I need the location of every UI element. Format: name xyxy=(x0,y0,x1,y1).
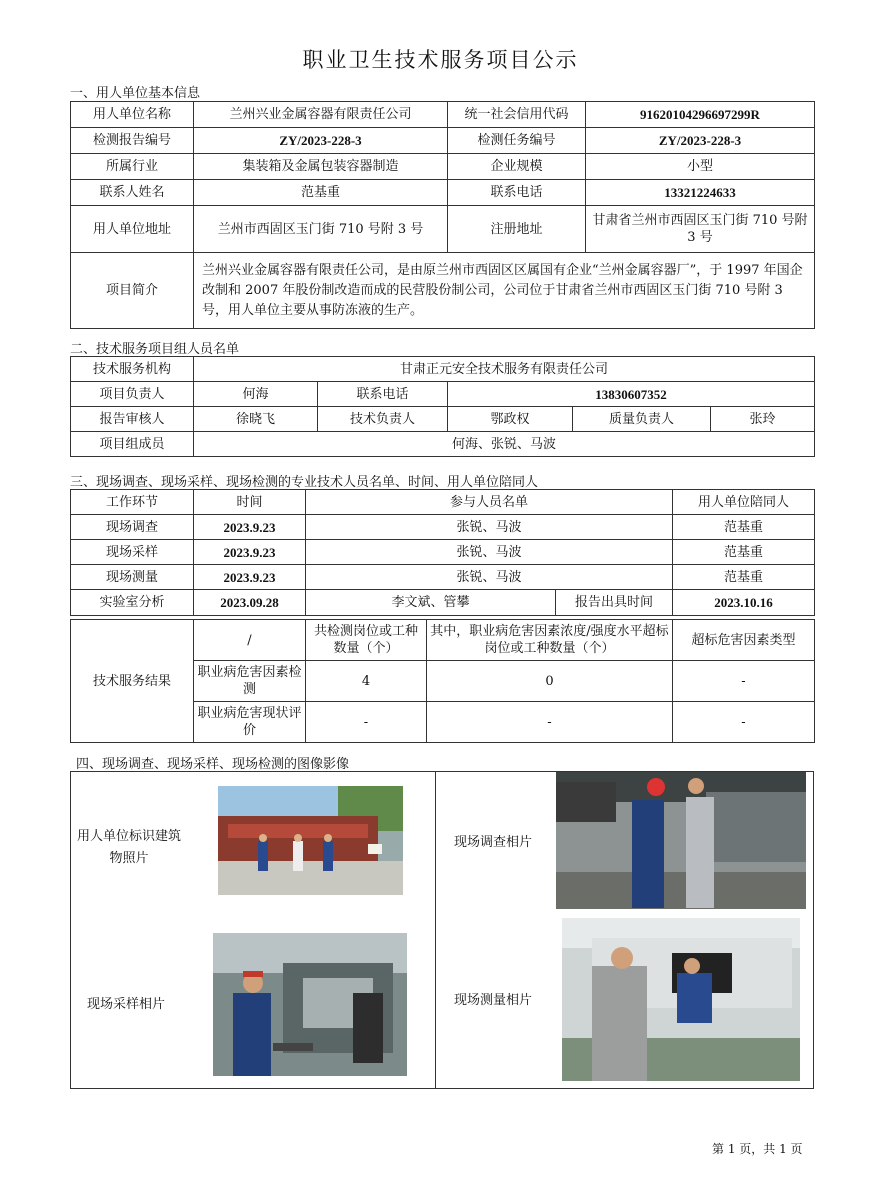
label-measure-photo: 现场测量相片 xyxy=(453,993,532,1008)
phone: 13321224633 xyxy=(586,180,815,206)
intro-label: 项目简介 xyxy=(71,253,194,329)
quality: 张玲 xyxy=(711,407,815,432)
industry: 集装箱及金属包装容器制造 xyxy=(194,154,448,180)
task-no: ZY/2023-228-3 xyxy=(586,128,815,154)
org-label: 技术服务机构 xyxy=(71,357,194,382)
reg-addr: 甘肃省兰州市西固区玉门街 710 号附 3 号 xyxy=(586,206,815,253)
section-1-heading: 一、用人单位基本信息 xyxy=(70,86,201,101)
results-table xyxy=(70,619,815,743)
label-sampling-photo: 现场采样相片 xyxy=(86,997,165,1012)
section-3-heading: 三、现场调查、现场采样、现场检测的专业技术人员名单、时间、用人单位陪同人 xyxy=(70,475,539,490)
report-no-label: 检测报告编号 xyxy=(71,128,194,154)
industry-label: 所属行业 xyxy=(71,154,194,180)
page-number: 第 1 页，共 1 页 xyxy=(712,1142,803,1156)
lab-date: 2023.09.28 xyxy=(194,590,306,616)
tech: 鄂政权 xyxy=(448,407,573,432)
table-row xyxy=(71,565,815,590)
org: 甘肃正元安全技术服务有限责任公司 xyxy=(194,357,815,382)
building-photo xyxy=(218,786,403,895)
result-type: - xyxy=(673,661,815,702)
reviewer: 徐晓飞 xyxy=(194,407,318,432)
result-label: 技术服务结果 xyxy=(71,620,194,743)
result-over: 0 xyxy=(427,661,673,702)
unit-name: 兰州兴业金属容器有限责任公司 xyxy=(194,102,448,128)
contact: 范基重 xyxy=(194,180,448,206)
escort: 范基重 xyxy=(673,540,815,565)
lead: 何海 xyxy=(194,382,318,407)
lead-phone-label: 联系电话 xyxy=(318,382,448,407)
quality-label: 质量负责人 xyxy=(573,407,711,432)
phone-label: 联系电话 xyxy=(448,180,586,206)
header-staff: 参与人员名单 xyxy=(306,490,673,515)
result-count: - xyxy=(306,702,427,743)
result-type: - xyxy=(673,702,815,743)
tech-label: 技术负责人 xyxy=(318,407,448,432)
scale: 小型 xyxy=(586,154,815,180)
unit-name-label: 用人单位名称 xyxy=(71,102,194,128)
result-header-type: 超标危害因素类型 xyxy=(673,620,815,661)
result-header-count: 共检测岗位或工种数量（个） xyxy=(306,620,427,661)
contact-label: 联系人姓名 xyxy=(71,180,194,206)
credit-code-label: 统一社会信用代码 xyxy=(448,102,586,128)
result-count: 4 xyxy=(306,661,427,702)
result-header-over: 其中，职业病危害因素浓度/强度水平超标岗位或工种数量（个） xyxy=(427,620,673,661)
unit-info-table xyxy=(70,101,815,329)
staff: 张锐、马波 xyxy=(306,515,673,540)
stage: 现场调查 xyxy=(71,515,194,540)
lead-label: 项目负责人 xyxy=(71,382,194,407)
stage: 现场测量 xyxy=(71,565,194,590)
result-item: 职业病危害现状评价 xyxy=(194,702,306,743)
members: 何海、张锐、马波 xyxy=(194,432,815,457)
scale-label: 企业规模 xyxy=(448,154,586,180)
section-2-heading: 二、技术服务项目组人员名单 xyxy=(70,342,240,357)
reviewer-label: 报告审核人 xyxy=(71,407,194,432)
date: 2023.9.23 xyxy=(194,515,306,540)
survey-photo xyxy=(556,772,806,909)
address: 兰州市西固区玉门街 710 号附 3 号 xyxy=(194,206,448,253)
result-header-slash: / xyxy=(194,620,306,661)
header-date: 时间 xyxy=(194,490,306,515)
staff: 张锐、马波 xyxy=(306,540,673,565)
result-item: 职业病危害因素检测 xyxy=(194,661,306,702)
reg-addr-label: 注册地址 xyxy=(448,206,586,253)
report-date-label: 报告出具时间 xyxy=(556,590,673,616)
report-no: ZY/2023-228-3 xyxy=(194,128,448,154)
table-row xyxy=(71,540,815,565)
sampling-photo xyxy=(213,933,407,1076)
result-over: - xyxy=(427,702,673,743)
measure-photo xyxy=(562,918,800,1081)
address-label: 用人单位地址 xyxy=(71,206,194,253)
team-table xyxy=(70,356,815,457)
escort: 范基重 xyxy=(673,565,815,590)
lab-label: 实验室分析 xyxy=(71,590,194,616)
label-survey-photo: 现场调查相片 xyxy=(453,835,532,850)
intro-text: 兰州兴业金属容器有限责任公司，是由原兰州市西固区区属国有企业“兰州金属容器厂”，于 1997 年国企改制和 2007 年股份制改造而成的民营股份制公司，公司位于甘肃省兰州市西固区玉门街 710 号附 3 号，用人单位主要从事防冻液的生产。 xyxy=(194,253,815,329)
staff: 张锐、马波 xyxy=(306,565,673,590)
task-no-label: 检测任务编号 xyxy=(448,128,586,154)
section-4-heading: 四、现场调查、现场采样、现场检测的图像影像 xyxy=(76,757,350,772)
report-date: 2023.10.16 xyxy=(673,590,815,616)
date: 2023.9.23 xyxy=(194,565,306,590)
photo-grid-divider xyxy=(435,772,436,1088)
fieldwork-table xyxy=(70,489,815,616)
date: 2023.9.23 xyxy=(194,540,306,565)
lead-phone: 13830607352 xyxy=(448,382,815,407)
lab-staff: 李文斌、管攀 xyxy=(306,590,556,616)
credit-code: 91620104296697299R xyxy=(586,102,815,128)
table-row xyxy=(71,515,815,540)
page-title: 职业卫生技术服务项目公示 xyxy=(302,48,579,72)
header-escort: 用人单位陪同人 xyxy=(673,490,815,515)
header-stage: 工作环节 xyxy=(71,490,194,515)
members-label: 项目组成员 xyxy=(71,432,194,457)
escort: 范基重 xyxy=(673,515,815,540)
label-building-photo: 用人单位标识建筑物照片 xyxy=(76,829,181,866)
stage: 现场采样 xyxy=(71,540,194,565)
